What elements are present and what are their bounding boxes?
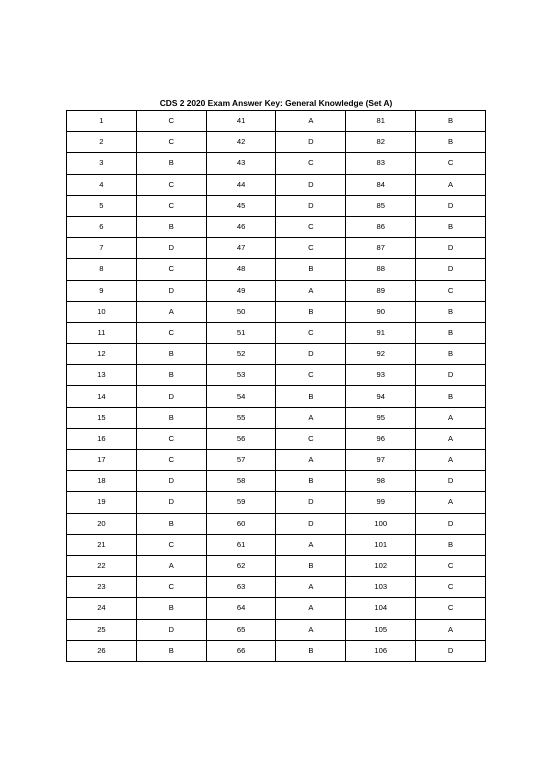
table-row <box>67 111 486 132</box>
question-number-cell: 18 <box>67 471 137 492</box>
answer-cell: B <box>276 471 346 492</box>
table-row <box>67 640 486 661</box>
table-row <box>67 577 486 598</box>
answer-cell: D <box>416 365 486 386</box>
answer-cell: C <box>416 555 486 576</box>
question-number-cell: 19 <box>67 492 137 513</box>
question-number-cell: 105 <box>346 619 416 640</box>
question-number-cell: 50 <box>206 301 276 322</box>
question-number-cell: 1 <box>67 111 137 132</box>
table-row <box>67 259 486 280</box>
answer-cell: B <box>416 386 486 407</box>
question-number-cell: 90 <box>346 301 416 322</box>
question-number-cell: 97 <box>346 450 416 471</box>
question-number-cell: 49 <box>206 280 276 301</box>
question-number-cell: 83 <box>346 153 416 174</box>
answer-cell: C <box>136 322 206 343</box>
question-number-cell: 47 <box>206 238 276 259</box>
answer-cell: B <box>136 640 206 661</box>
table-row <box>67 153 486 174</box>
answer-cell: B <box>416 344 486 365</box>
answer-cell: B <box>416 322 486 343</box>
answer-cell: A <box>276 450 346 471</box>
answer-cell: C <box>276 153 346 174</box>
question-number-cell: 106 <box>346 640 416 661</box>
answer-cell: A <box>416 450 486 471</box>
answer-cell: D <box>136 492 206 513</box>
question-number-cell: 3 <box>67 153 137 174</box>
table-row <box>67 322 486 343</box>
question-number-cell: 95 <box>346 407 416 428</box>
table-row <box>67 471 486 492</box>
answer-cell: B <box>416 111 486 132</box>
question-number-cell: 104 <box>346 598 416 619</box>
answer-cell: D <box>416 513 486 534</box>
answer-cell: D <box>276 344 346 365</box>
answer-cell: B <box>136 216 206 237</box>
question-number-cell: 99 <box>346 492 416 513</box>
table-row <box>67 534 486 555</box>
question-number-cell: 25 <box>67 619 137 640</box>
answer-cell: D <box>136 471 206 492</box>
answer-cell: B <box>276 301 346 322</box>
table-row <box>67 365 486 386</box>
answer-cell: D <box>416 195 486 216</box>
answer-cell: D <box>276 513 346 534</box>
question-number-cell: 13 <box>67 365 137 386</box>
answer-cell: A <box>276 534 346 555</box>
answer-cell: B <box>416 301 486 322</box>
answer-cell: C <box>276 238 346 259</box>
answer-cell: A <box>276 598 346 619</box>
question-number-cell: 60 <box>206 513 276 534</box>
answer-cell: A <box>276 407 346 428</box>
question-number-cell: 100 <box>346 513 416 534</box>
answer-cell: C <box>276 216 346 237</box>
table-row <box>67 598 486 619</box>
question-number-cell: 53 <box>206 365 276 386</box>
question-number-cell: 54 <box>206 386 276 407</box>
answer-cell: B <box>276 640 346 661</box>
table-row <box>67 344 486 365</box>
question-number-cell: 43 <box>206 153 276 174</box>
table-row <box>67 174 486 195</box>
answer-cell: B <box>276 555 346 576</box>
answer-cell: C <box>416 153 486 174</box>
question-number-cell: 48 <box>206 259 276 280</box>
table-row <box>67 195 486 216</box>
question-number-cell: 52 <box>206 344 276 365</box>
question-number-cell: 9 <box>67 280 137 301</box>
question-number-cell: 98 <box>346 471 416 492</box>
question-number-cell: 103 <box>346 577 416 598</box>
question-number-cell: 41 <box>206 111 276 132</box>
answer-cell: C <box>276 428 346 449</box>
question-number-cell: 64 <box>206 598 276 619</box>
answer-cell: B <box>416 132 486 153</box>
answer-cell: C <box>136 195 206 216</box>
question-number-cell: 91 <box>346 322 416 343</box>
question-number-cell: 61 <box>206 534 276 555</box>
answer-cell: C <box>276 322 346 343</box>
answer-cell: C <box>136 534 206 555</box>
answer-cell: D <box>416 259 486 280</box>
answer-cell: C <box>416 577 486 598</box>
table-row <box>67 450 486 471</box>
question-number-cell: 62 <box>206 555 276 576</box>
answer-cell: C <box>136 450 206 471</box>
question-number-cell: 59 <box>206 492 276 513</box>
table-row <box>67 513 486 534</box>
question-number-cell: 85 <box>346 195 416 216</box>
question-number-cell: 42 <box>206 132 276 153</box>
answer-cell: C <box>136 174 206 195</box>
answer-cell: A <box>136 555 206 576</box>
answer-cell: B <box>136 153 206 174</box>
answer-cell: D <box>416 471 486 492</box>
answer-cell: D <box>136 280 206 301</box>
question-number-cell: 102 <box>346 555 416 576</box>
answer-cell: A <box>136 301 206 322</box>
question-number-cell: 12 <box>67 344 137 365</box>
answer-cell: D <box>276 195 346 216</box>
question-number-cell: 65 <box>206 619 276 640</box>
question-number-cell: 21 <box>67 534 137 555</box>
table-row <box>67 428 486 449</box>
answer-cell: D <box>276 492 346 513</box>
question-number-cell: 7 <box>67 238 137 259</box>
answer-cell: B <box>136 513 206 534</box>
question-number-cell: 46 <box>206 216 276 237</box>
question-number-cell: 45 <box>206 195 276 216</box>
table-row <box>67 555 486 576</box>
question-number-cell: 93 <box>346 365 416 386</box>
answer-cell: A <box>276 280 346 301</box>
question-number-cell: 11 <box>67 322 137 343</box>
question-number-cell: 44 <box>206 174 276 195</box>
question-number-cell: 84 <box>346 174 416 195</box>
answer-cell: B <box>276 259 346 280</box>
question-number-cell: 82 <box>346 132 416 153</box>
answer-cell: C <box>136 259 206 280</box>
table-row <box>67 216 486 237</box>
answer-cell: C <box>416 280 486 301</box>
question-number-cell: 8 <box>67 259 137 280</box>
answer-cell: A <box>416 428 486 449</box>
answer-cell: A <box>416 174 486 195</box>
table-row <box>67 492 486 513</box>
answer-cell: A <box>416 619 486 640</box>
question-number-cell: 88 <box>346 259 416 280</box>
answer-cell: C <box>276 365 346 386</box>
question-number-cell: 89 <box>346 280 416 301</box>
answer-cell: D <box>136 386 206 407</box>
answer-cell: B <box>276 386 346 407</box>
question-number-cell: 23 <box>67 577 137 598</box>
answer-cell: A <box>416 492 486 513</box>
question-number-cell: 96 <box>346 428 416 449</box>
question-number-cell: 57 <box>206 450 276 471</box>
question-number-cell: 24 <box>67 598 137 619</box>
question-number-cell: 63 <box>206 577 276 598</box>
question-number-cell: 56 <box>206 428 276 449</box>
answer-cell: C <box>416 598 486 619</box>
answer-cell: D <box>416 640 486 661</box>
table-row <box>67 132 486 153</box>
answer-cell: B <box>136 407 206 428</box>
question-number-cell: 20 <box>67 513 137 534</box>
answer-cell: C <box>136 428 206 449</box>
answer-cell: D <box>276 174 346 195</box>
question-number-cell: 51 <box>206 322 276 343</box>
answer-key-table <box>66 110 486 662</box>
answer-cell: D <box>276 132 346 153</box>
answer-cell: D <box>416 238 486 259</box>
table-row <box>67 301 486 322</box>
answer-cell: B <box>416 534 486 555</box>
answer-cell: A <box>416 407 486 428</box>
question-number-cell: 87 <box>346 238 416 259</box>
table-row <box>67 238 486 259</box>
question-number-cell: 14 <box>67 386 137 407</box>
question-number-cell: 81 <box>346 111 416 132</box>
answer-cell: B <box>136 598 206 619</box>
question-number-cell: 86 <box>346 216 416 237</box>
question-number-cell: 58 <box>206 471 276 492</box>
question-number-cell: 55 <box>206 407 276 428</box>
question-number-cell: 66 <box>206 640 276 661</box>
answer-key-body <box>67 111 486 662</box>
question-number-cell: 92 <box>346 344 416 365</box>
question-number-cell: 2 <box>67 132 137 153</box>
table-row <box>67 619 486 640</box>
answer-cell: C <box>136 577 206 598</box>
question-number-cell: 6 <box>67 216 137 237</box>
question-number-cell: 101 <box>346 534 416 555</box>
answer-cell: A <box>276 111 346 132</box>
question-number-cell: 26 <box>67 640 137 661</box>
question-number-cell: 94 <box>346 386 416 407</box>
table-row <box>67 280 486 301</box>
answer-cell: C <box>136 132 206 153</box>
table-row <box>67 407 486 428</box>
question-number-cell: 22 <box>67 555 137 576</box>
question-number-cell: 15 <box>67 407 137 428</box>
question-number-cell: 10 <box>67 301 137 322</box>
question-number-cell: 5 <box>67 195 137 216</box>
answer-cell: A <box>276 619 346 640</box>
table-row <box>67 386 486 407</box>
answer-cell: B <box>416 216 486 237</box>
answer-cell: B <box>136 365 206 386</box>
question-number-cell: 4 <box>67 174 137 195</box>
page-title: CDS 2 2020 Exam Answer Key: General Knowledge (Set A) <box>159 98 393 108</box>
answer-cell: A <box>276 577 346 598</box>
question-number-cell: 17 <box>67 450 137 471</box>
answer-cell: C <box>136 111 206 132</box>
question-number-cell: 16 <box>67 428 137 449</box>
answer-cell: B <box>136 344 206 365</box>
answer-cell: D <box>136 619 206 640</box>
answer-cell: D <box>136 238 206 259</box>
